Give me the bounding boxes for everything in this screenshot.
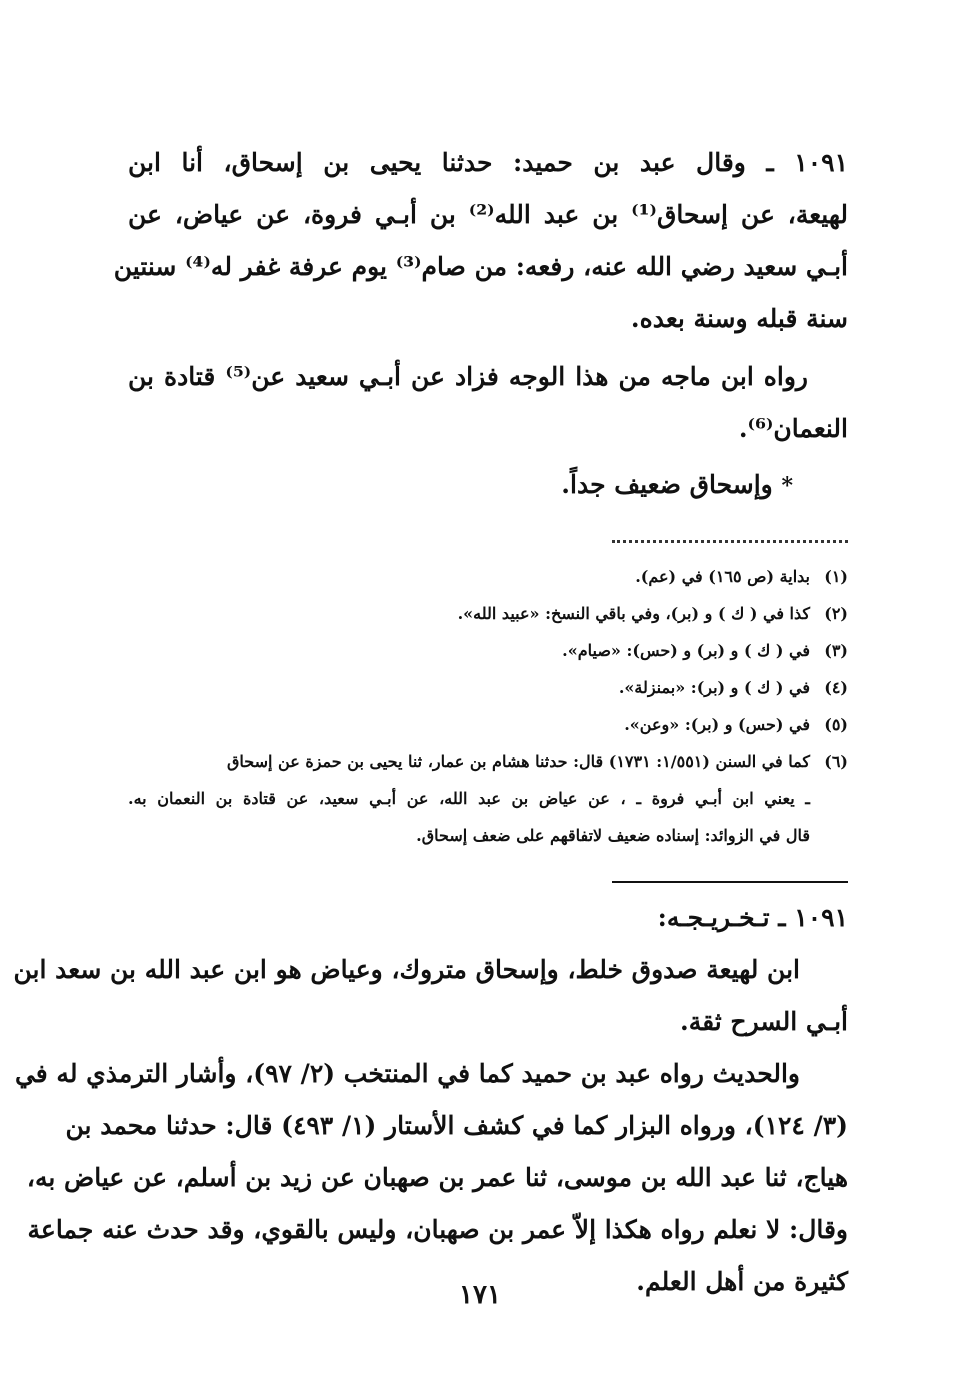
footnote-text: في (حس) و (بر): «وعن». [624,715,810,734]
hadith-line: ١٠٩١ ـ وقال عبد بن حميد: حدثنا يحيى بن إسحاق، أنا ابن [128,148,848,177]
footnote-separator [612,540,848,547]
page-number: ١٧١ [459,1280,501,1310]
footnote-number: (١) [824,567,848,586]
footnote-number: (٣) [824,641,848,660]
footnote-text: في ( ك ) و (بر): «بمنزلة». [618,678,810,697]
hadith-line: سنة قبله وسنة بعده. [630,304,848,333]
takhrij-line: (٣/ ١٢٤)، ورواه البزار كما في كشف الأستار (١/ ٤٩٣) قال: حدثنا محمد بن [65,1111,848,1140]
takhrij-line: أبـي السرح ثقة. [680,1007,848,1036]
takhrij-rule [612,881,848,883]
footnote-item [128,595,848,632]
footnote-number: (٤) [824,678,848,697]
takhrij-line: ابن لهيعة صدوق خلط، وإسحاق متروك، وعياض هو ابن عبد الله بن سعد ابن [13,955,800,984]
grading-text: وإسحاق ضعيف جداً. [561,470,773,499]
footnote-text: بداية (ص ١٦٥) في (عم). [635,567,810,586]
footnote-number: (٢) [824,604,848,623]
footnote-text: كذا في ( ك ) و (بر)، وفي باقي النسخ: «عبيد الله». [457,604,810,623]
hadith-text [113,137,848,345]
footnote-text: في ( ك ) و (بر) و (حس): «صيام». [562,641,810,660]
riwaya-line: النعمان⁽⁶⁾. [738,414,848,443]
riwaya-line: رواه ابن ماجه من هذا الوجه فزاد عن أبـي سعيد عن⁽⁵⁾ قتادة بن [128,362,808,391]
footnote-text: كما في السنن (١/٥٥١: ١٧٣١) قال: حدثنا هشام بن عمار، ثنا يحيى بن حمزة عن إسحاق [227,752,810,771]
takhrij-line: وقال: لا نعلم رواه هكذا إلاّ عمر بن صهبان، وليس بالقوي، وقد حدث عنه جماعة [27,1215,848,1244]
takhrij-section [13,892,848,1308]
footnote-item [128,669,848,706]
hadith-line: لهيعة، عن إسحاق⁽¹⁾ بن عبد الله⁽²⁾ بن أبـي فروة، عن عياض، عن [128,200,848,229]
footnote-continuation: قال في الزوائد: إسناده ضعيف لاتفاقهم على ضعف إسحاق. [416,826,810,845]
footnote-number: (٥) [824,715,848,734]
footnote-item [128,743,848,780]
asterisk-mark: * [781,473,793,499]
grading-note [128,459,848,511]
footnote-number: (٦) [824,752,848,771]
takhrij-line: هياج، ثنا عبد الله بن موسى، ثنا عمر بن صهبان عن زيد بن أسلم، عن عياض به، [26,1163,848,1192]
footnote-item [128,706,848,743]
footnote-item [128,632,848,669]
takhrij-heading: ١٠٩١ ـ تـخـريـجـه: [657,903,848,932]
takhrij-line: كثيرة من أهل العلم. [636,1267,848,1296]
footnote-item [128,558,848,595]
footnote-continuation: ـ يعني ابن أبـي فروة ـ ، عن عياض بن عبد الله، عن أبـي سعيد، عن قتادة بن النعمان به. [128,789,810,808]
riwaya-paragraph [128,351,848,455]
hadith-line: أبـي سعيد رضي الله عنه، رفعه: من صام⁽³⁾ يوم عرفة غفر له⁽⁴⁾ سنتين [113,252,848,281]
footnotes [128,558,848,854]
takhrij-line: والحديث رواه عبد بن حميد كما في المنتخب (٢/ ٩٧)، وأشار الترمذي له في [14,1059,800,1088]
